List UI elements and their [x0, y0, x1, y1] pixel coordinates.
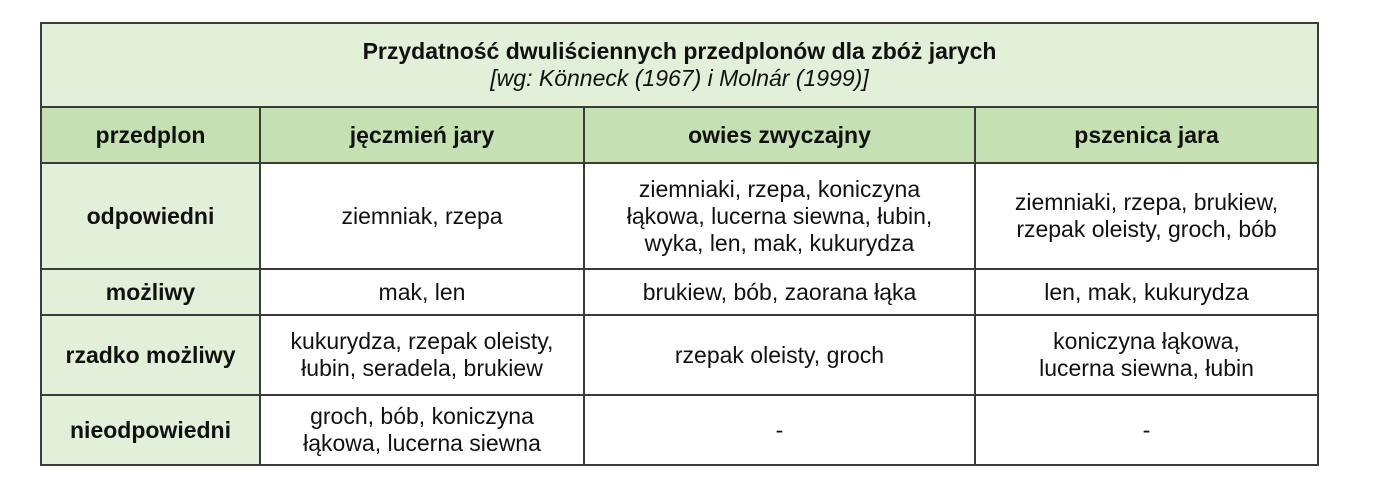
table-cell	[260, 163, 584, 269]
table-title	[41, 23, 1318, 107]
cell-text: mak, len	[378, 278, 466, 305]
table-cell	[260, 315, 584, 395]
column-header-przedplon: przedplon	[41, 107, 260, 163]
row-header-odpowiedni: odpowiedni	[41, 163, 260, 269]
suitability-table	[40, 22, 1319, 466]
table-title-subtitle: [wg: Könneck (1967) i Molnár (1999)]	[490, 65, 869, 91]
table-row	[41, 269, 1318, 315]
table-title-main: Przydatność dwuliściennych przedplonów dla zbóż jarych	[362, 38, 997, 64]
table-cell	[584, 163, 975, 269]
cell-text: len, mak, kukurydza	[1044, 278, 1249, 305]
cell-text: kukurydza, rzepak oleisty, łubin, seradela, brukiew	[290, 328, 554, 381]
row-header-rzadko-mozliwy: rzadko możliwy	[41, 315, 260, 395]
cell-text: brukiew, bób, zaorana łąka	[642, 278, 917, 305]
table-row	[41, 395, 1318, 465]
cell-text: ziemniak, rzepa	[341, 202, 503, 229]
table-cell	[975, 395, 1318, 465]
table-cell	[975, 269, 1318, 315]
column-header-jeczmien-jary: jęczmień jary	[260, 107, 584, 163]
cell-text: rzepak oleisty, groch	[674, 341, 885, 368]
table-cell	[975, 163, 1318, 269]
table-cell	[584, 315, 975, 395]
title-row	[41, 23, 1318, 107]
table-cell	[975, 315, 1318, 395]
header-row	[41, 107, 1318, 163]
cell-text: -	[775, 416, 784, 443]
cell-text: ziemniaki, rzepa, koniczyna łąkowa, lucerna siewna, łubin, wyka, len, mak, kukurydza	[626, 175, 933, 256]
cell-text: ziemniaki, rzepa, brukiew, rzepak oleisty, groch, bób	[1014, 189, 1279, 242]
table-cell	[260, 395, 584, 465]
cell-text: groch, bób, koniczyna łąkowa, lucerna siewna	[303, 403, 541, 456]
row-header-nieodpowiedni: nieodpowiedni	[41, 395, 260, 465]
cell-text: koniczyna łąkowa, lucerna siewna, łubin	[1039, 328, 1254, 381]
table-cell	[260, 269, 584, 315]
table-cell	[584, 395, 975, 465]
column-header-pszenica-jara: pszenica jara	[975, 107, 1318, 163]
table-row	[41, 163, 1318, 269]
row-header-mozliwy: możliwy	[41, 269, 260, 315]
column-header-owies-zwyczajny: owies zwyczajny	[584, 107, 975, 163]
table-cell	[584, 269, 975, 315]
table-row	[41, 315, 1318, 395]
cell-text: -	[1142, 416, 1151, 443]
